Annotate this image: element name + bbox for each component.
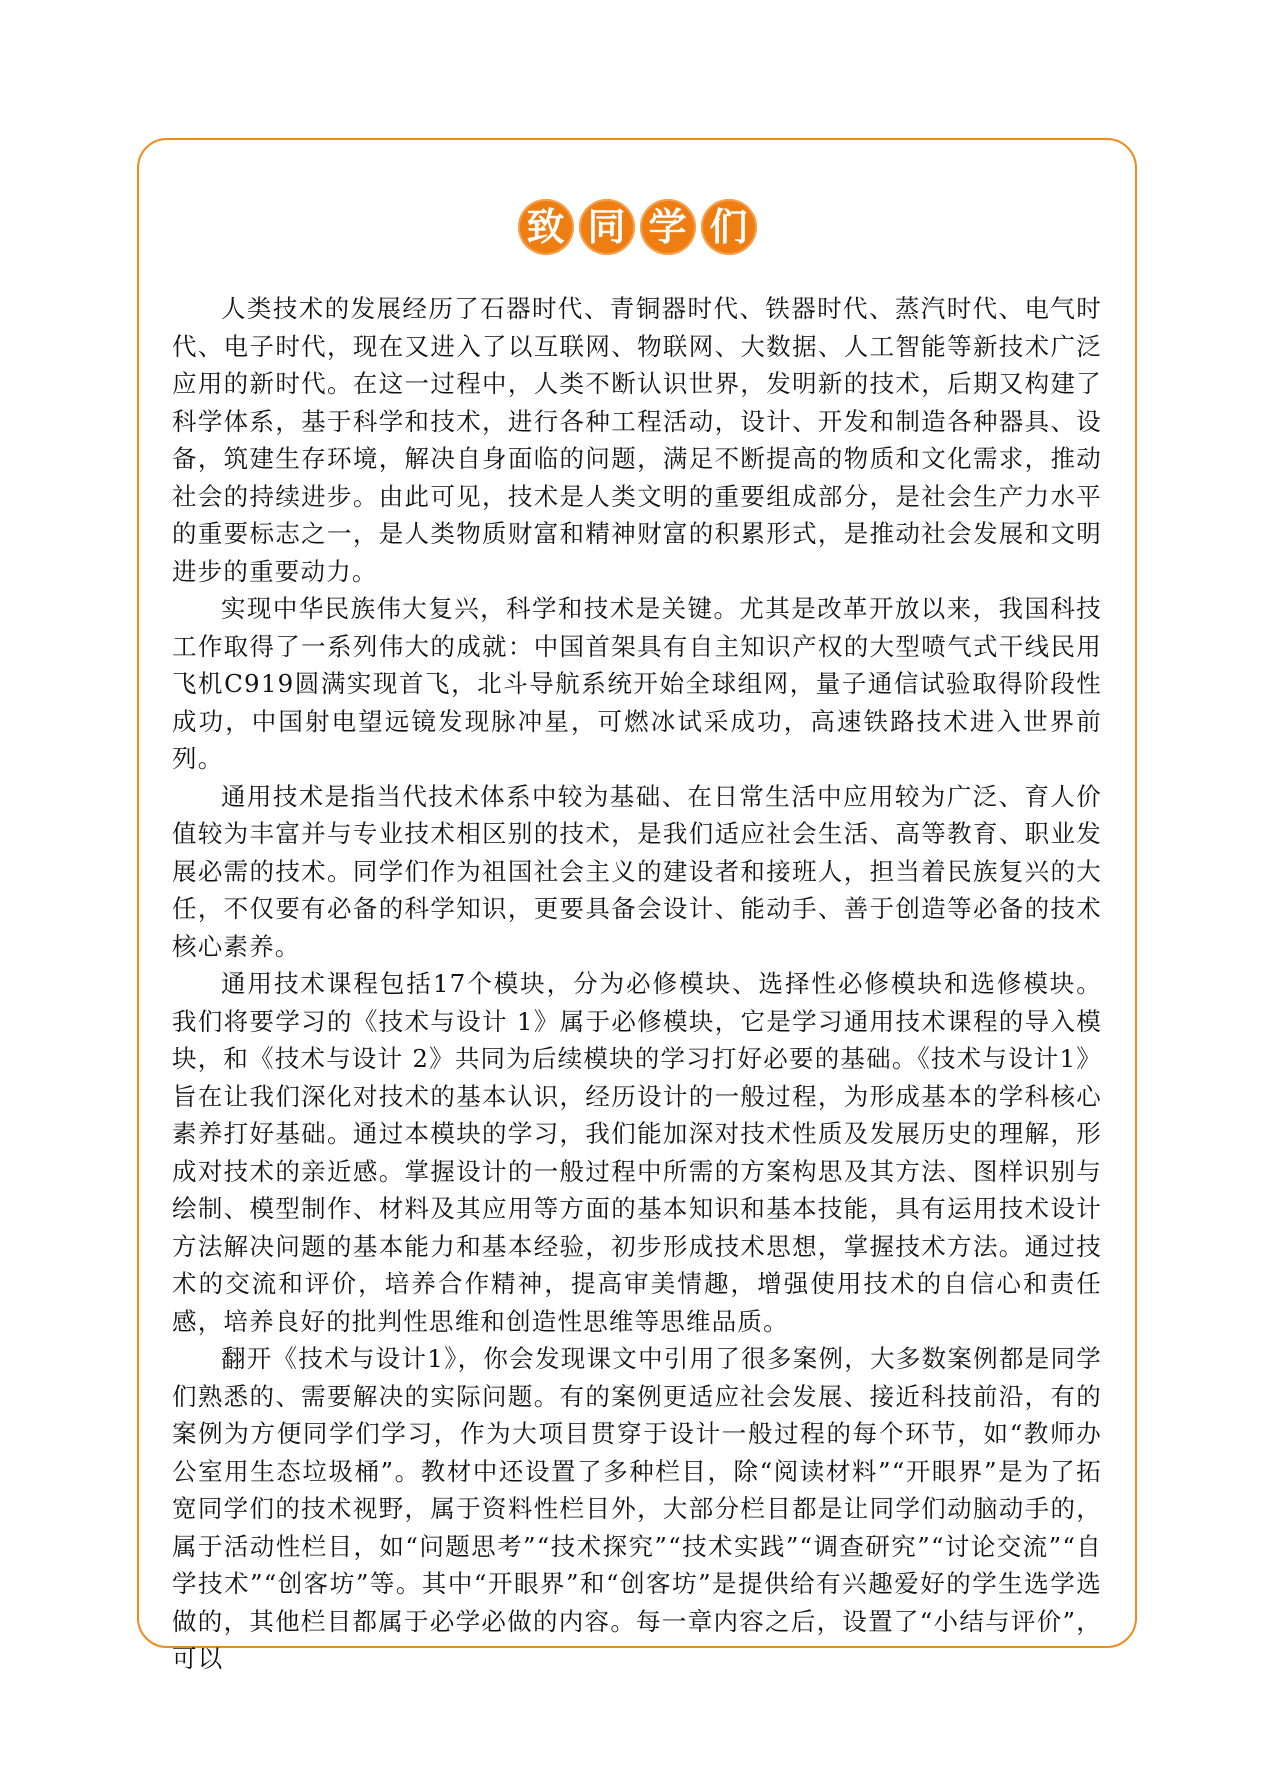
body-text bbox=[172, 290, 1102, 1678]
paragraph-2: 实现中华民族伟大复兴，科学和技术是关键。尤其是改革开放以来，我国科技工作取得了一系列伟大的成就：中国首架具有自主知识产权的大型喷气式干线民用飞机C919圆满实现首飞，北斗导航系统开始全球组网，量子通信试验取得阶段性成功，中国射电望远镜发现脉冲星，可燃冰试采成功，高速铁路技术进入世界前列。 bbox=[172, 594, 1102, 773]
page-frame bbox=[137, 138, 1137, 1673]
title-char: 同 bbox=[579, 199, 635, 255]
paragraph-5: 翻开《技术与设计1》，你会发现课文中引用了很多案例，大多数案例都是同学们熟悉的、需要解决的实际问题。有的案例更适应社会发展、接近科技前沿，有的案例为方便同学们学习，作为大项目贯穿于设计一般过程的每个环节，如“教师办公室用生态垃圾桶”。教材中还设置了多种栏目，除“阅读材料”“开眼界”是为了拓宽同学们的技术视野，属于资料性栏目外，大部分栏目都是让同学们动脑动手的，属于活动性栏目，如“问题思考”“技术探究”“技术实践”“调查研究”“讨论交流”“自学技术”“创客坊”等。其中“开眼界”和“创客坊”是提供给有兴趣爱好的学生选学选做的，其他栏目都属于必学必做的内容。每一章内容之后，设置了“小结与评价”，可以 bbox=[172, 1344, 1102, 1673]
title-char: 致 bbox=[518, 199, 574, 255]
title-char: 们 bbox=[701, 199, 757, 255]
paragraph-3: 通用技术是指当代技术体系中较为基础、在日常生活中应用较为广泛、育人价值较为丰富并与专业技术相区别的技术，是我们适应社会生活、高等教育、职业发展必需的技术。同学们作为祖国社会主义的建设者和接班人，担当着民族复兴的大任，不仅要有必备的科学知识，更要具备会设计、能动手、善于创造等必备的技术核心素养。 bbox=[172, 781, 1102, 961]
title-char: 学 bbox=[640, 199, 696, 255]
page-title bbox=[139, 199, 1135, 255]
paragraph-4: 通用技术课程包括17个模块，分为必修模块、选择性必修模块和选修模块。我们将要学习的《技术与设计 1》属于必修模块，它是学习通用技术课程的导入模块，和《技术与设计 2》共同为后续模块的学习打好必要的基础。《技术与设计1》旨在让我们深化对技术的基本认识，经历设计的一般过程，为形成基本的学科核心素养打好基础。通过本模块的学习，我们能加深对技术性质及发展历史的理解，形成对技术的亲近感。掌握设计的一般过程中所需的方案构思及其方法、图样识别与绘制、模型制作、材料及其应用等方面的基本知识和基本技能，具有运用技术设计方法解决问题的基本能力和基本经验，初步形成技术思想，掌握技术方法。通过技术的交流和评价，培养合作精神，提高审美情趣，增强使用技术的自信心和责任感，培养良好的批判性思维和创造性思维等思维品质。 bbox=[172, 969, 1102, 1336]
paragraph-1: 人类技术的发展经历了石器时代、青铜器时代、铁器时代、蒸汽时代、电气时代、电子时代，现在又进入了以互联网、物联网、大数据、人工智能等新技术广泛应用的新时代。在这一过程中，人类不断认识世界，发明新的技术，后期又构建了科学体系，基于科学和技术，进行各种工程活动，设计、开发和制造各种器具、设备，筑建生存环境，解决自身面临的问题，满足不断提高的物质和文化需求，推动社会的持续进步。由此可见，技术是人类文明的重要组成部分，是社会生产力水平的重要标志之一，是人类物质财富和精神财富的积累形式，是推动社会发展和文明进步的重要动力。 bbox=[172, 294, 1102, 586]
